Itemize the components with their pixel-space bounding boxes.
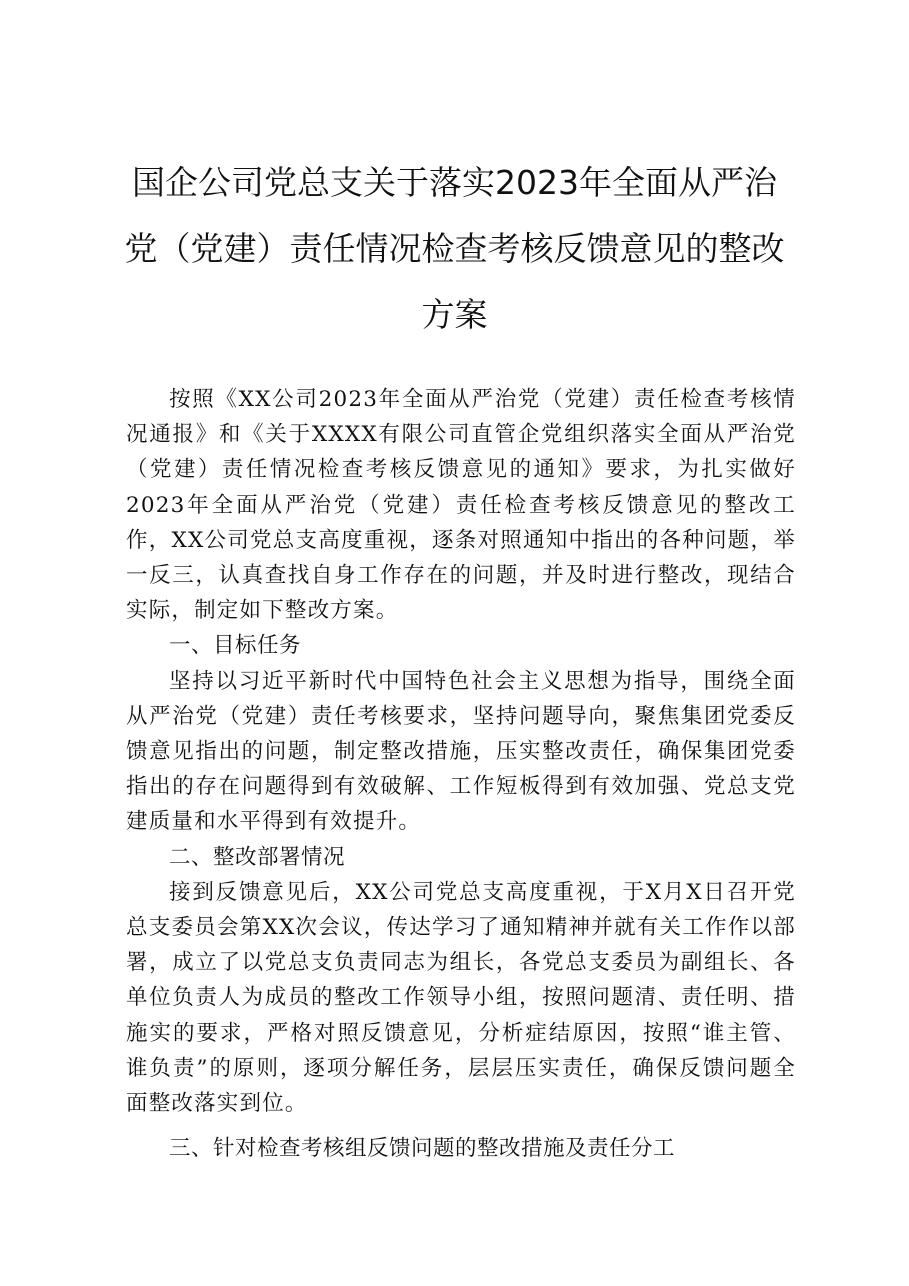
title-line: 国企公司党总支关于落实2023年全面从严治 bbox=[132, 163, 777, 202]
section-paragraph-deployment: 接到反馈意见后，XX公司党总支高度重视，于X月X日召开党总支委员会第XX次会议，传达学习了通知精神并就有关工作作以部署，成立了以党总支负责同志为组长，各党总支委员为副组长、各单位负责人为成员的整改工作领导小组，按照问题清、责任明、措施实的要求，严格对照反馈意见，分析症结原因，按照“谁主管、谁负责”的原则，逐项分解任务，层层压实责任，确保反馈问题全面整改落实到位。 bbox=[126, 879, 796, 1117]
section-heading-measures: 三、针对检查考核组反馈问题的整改措施及责任分工 bbox=[169, 1136, 676, 1162]
document-title bbox=[110, 150, 799, 348]
title-line: 党（党建）责任情况检查考核反馈意见的整改 bbox=[124, 229, 785, 268]
intro-paragraph: 按照《XX公司2023年全面从严治党（党建）责任检查考核情况通报》和《关于XXXX有限公司直管企党组织落实全面从严治党（党建）责任情况检查考核反馈意见的通知》要求，为扎实做好2023年全面从严治党（党建）责任检查考核反馈意见的整改工作，XX公司党总支高度重视，逐条对照通知中指出的各种问题，举一反三，认真查找自身工作存在的问题，并及时进行整改，现结合实际，制定如下整改方案。 bbox=[126, 387, 796, 624]
document-body bbox=[126, 382, 796, 1166]
title-line: 方案 bbox=[421, 295, 488, 334]
section-heading-goals: 一、目标任务 bbox=[169, 633, 302, 659]
section-paragraph-goals: 坚持以习近平新时代中国特色社会主义思想为指导，围绕全面从严治党（党建）责任考核要求，坚持问题导向，聚焦集团党委反馈意见指出的问题，制定整改措施，压实整改责任，确保集团党委指出的存在问题得到有效破解、工作短板得到有效加强、党总支党建质量和水平得到有效提升。 bbox=[126, 668, 796, 835]
section-heading-deployment: 二、整改部署情况 bbox=[169, 844, 346, 870]
